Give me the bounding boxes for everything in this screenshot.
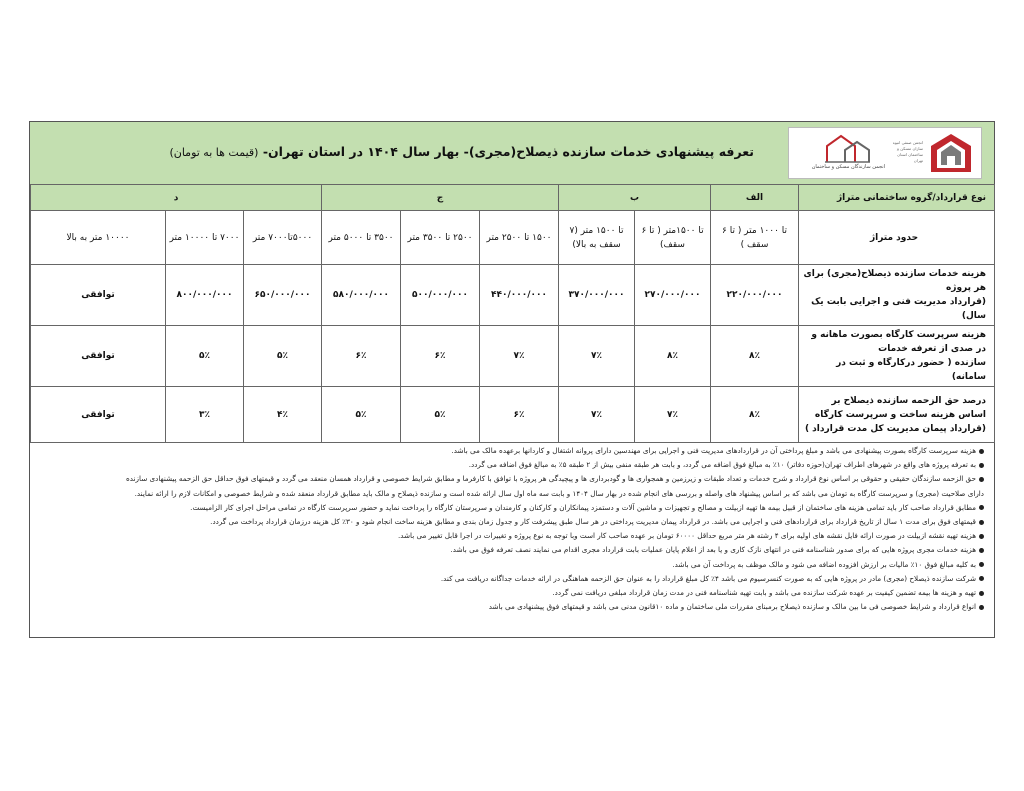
logo-caption: انجمن سازندگان مسکن و ساختمان <box>811 164 885 170</box>
note-item: دارای صلاحیت (مجری) و سرپرست کارگاه به تومان می باشد که بر اساس پیشنهاد های واصله و بررسی های انجام شده در بهار سال ۱۴۰۴ و بابت سه ماه اول سال ارائه شده است و سازنده ذیصلاح و مالک باید مطابق قرارداد منعقد شده و شرایط خصوصی و امکانات لازم را ارائه نمایند. <box>134 488 984 498</box>
note-item: حق الزحمه سازندگان حقیقی و حقوقی بر اساس نوع قرارداد و شرح خدمات و تعداد طبقات و زیرزمین و همجواری ها و گودبرداری ها و پیچیدگی هر پروژه با توافق با کارفرما و مطابق شرایط خصوصی و قرارداد همسان منعقد می گردد و قیمتهای فوق حداقل حق الزحمه پیشنهادی سازنده <box>44 472 984 486</box>
value-cell: ۷٪ <box>559 387 635 443</box>
row-label: هزینه سرپرست کارگاه بصورت ماهانه و در صدی از تعرفه خدمات سازنده ( حضور درکارگاه و ثبت در سامانه) <box>799 326 995 387</box>
value-cell: ۸۰۰/۰۰۰/۰۰۰ <box>166 265 244 326</box>
value-cell: ۷٪ <box>480 326 559 387</box>
title-unit: (قیمت ها به تومان) <box>169 146 259 159</box>
group-alef: الف <box>711 185 799 211</box>
range-cell: ۳۵۰۰ تا ۵۰۰۰ متر <box>322 211 401 265</box>
bullet-icon <box>979 562 984 567</box>
page-title <box>169 144 754 159</box>
value-cell: ۲۲۰/۰۰۰/۰۰۰ <box>711 265 799 326</box>
tariff-table <box>30 184 995 443</box>
note-item: تهیه و هزینه ها بیمه تضمین کیفیت بر عهده شرکت سازنده می باشد و بابت تهیه شناسنامه فنی در مدت زمان قرارداد مبلغی دریافت نمی گردد. <box>44 586 984 600</box>
group-header-label: نوع قرارداد/گروه ساختمانی متراژ <box>799 185 995 211</box>
house-emblem-icon <box>929 132 973 174</box>
value-cell: ۴۴۰/۰۰۰/۰۰۰ <box>480 265 559 326</box>
value-cell: ۵٪ <box>401 387 480 443</box>
value-cell: ۶٪ <box>322 326 401 387</box>
table-row <box>31 265 995 326</box>
note-item: شرکت سازنده ذیصلاح (مجری) مادر در پروژه هایی که به صورت کنسرسیوم می باشد ۴٪ کل مبلغ قرارداد را به عنوان حق الزحمه هماهنگی در ارائه خدمات جداگانه دریافت می کند. <box>44 572 984 586</box>
value-cell: ۵۰۰/۰۰۰/۰۰۰ <box>401 265 480 326</box>
title-main: تعرفه پیشنهادی خدمات سازنده ذیصلاح(مجری)- بهار سال ۱۴۰۴ در استان تهران- <box>262 144 754 159</box>
value-cell: ۵٪ <box>322 387 401 443</box>
value-cell: ۲۷۰/۰۰۰/۰۰۰ <box>635 265 711 326</box>
range-cell: ۷۰۰۰ تا ۱۰۰۰۰ متر <box>166 211 244 265</box>
tariff-document <box>29 121 995 638</box>
bullet-icon <box>979 477 984 482</box>
range-cell: ۲۵۰۰ تا ۳۵۰۰ متر <box>401 211 480 265</box>
value-cell: ۷٪ <box>559 326 635 387</box>
bullet-icon <box>979 463 984 468</box>
note-item: قیمتهای فوق برای مدت ۱ سال از تاریخ قرارداد برای قراردادهای فنی و اجرایی می باشد. در قرارداد پیمان مدیریت پرداختی در هر سال طبق پیشرفت کار و جدول زمان بندی و مطابق هزینه ساخت انجام شود و ۳۰٪ کل هزینه درزمان قرارداد پرداخت می گردد. <box>44 515 984 529</box>
value-cell: ۵٪ <box>244 326 322 387</box>
value-cell: ۶٪ <box>401 326 480 387</box>
range-cell: ۱۰۰۰۰ متر به بالا <box>31 211 166 265</box>
group-dal: د <box>31 185 322 211</box>
note-item: هزینه تهیه نقشه ازبیلت در صورت ارائه فایل نقشه های اولیه برای ۴ رشته هر متر مربع حداقل ۶۰۰۰۰ تومان بر عهده صاحب کار است وبا توجه به نوع پروژه و تغییرات در اجرا قابل تغییر می باشد. <box>44 529 984 543</box>
value-cell: ۷٪ <box>635 387 711 443</box>
value-cell: ۶۵۰/۰۰۰/۰۰۰ <box>244 265 322 326</box>
row-label: هزینه خدمات سازنده ذیصلاح(مجری) برای هر پروژه (قرارداد مدیریت فنی و اجرایی بابت یک سال) <box>799 265 995 326</box>
title-bar <box>30 122 994 185</box>
value-cell: توافقی <box>31 326 166 387</box>
range-label: حدود متراژ <box>799 211 995 265</box>
table-row <box>31 326 995 387</box>
note-item: هزینه سرپرست کارگاه بصورت پیشنهادی می باشد و مبلغ پرداختی آن در قراردادهای مدیریت فنی و اجرایی برای مهندسین دارای پروانه اشتغال و کاردانها برعهده مالک می باشد. <box>44 444 984 458</box>
house-outline-icon <box>823 132 871 164</box>
association-logo <box>788 127 982 179</box>
bullet-icon <box>979 576 984 581</box>
value-cell: ۵٪ <box>166 326 244 387</box>
range-row <box>31 211 995 265</box>
bullet-icon <box>979 505 984 510</box>
value-cell: ۴٪ <box>244 387 322 443</box>
value-cell: ۳٪ <box>166 387 244 443</box>
range-cell: تا ۱۰۰۰ متر ( تا ۶ سقف ) <box>711 211 799 265</box>
row-label: درصد حق الزحمه سازنده ذیصلاح بر اساس هزینه ساخت و سرپرست کارگاه (قرارداد پیمان مدیریت کل مدت قرارداد ) <box>799 387 995 443</box>
group-jim: ج <box>322 185 559 211</box>
note-item: هزینه خدمات مجری پروژه هایی که برای صدور شناسنامه فنی در انتهای نازک کاری و یا بعد از اعلام پایان عملیات بابت قرارداد مجری اقدام می نمایند نصف تعرفه فوق می باشد. <box>44 543 984 557</box>
bullet-icon <box>979 449 984 454</box>
value-cell: ۸٪ <box>711 326 799 387</box>
note-item: مطابق قرارداد صاحب کار باید تمامی هزینه های ساختمان از قبیل بیمه ها تهیه ازبیلت و مصالح و تجهیزات و ماشین آلات و دستمزد پیمانکاران و کارکنان و کارمندان و سرپرستان کارگاه را پرداخت نماید و حضور سرپرست کارگاه در تمامی مراحل اجرای کار الزامیست. <box>44 501 984 515</box>
range-cell: تا ۱۵۰۰ متر (۷ سقف به بالا) <box>559 211 635 265</box>
logo-side-text: انجمن صنفی انبوه سازان مسکن و ساختمان استان تهران <box>892 140 923 163</box>
group-be: ب <box>559 185 711 211</box>
value-cell: ۸٪ <box>635 326 711 387</box>
notes-section <box>30 426 994 637</box>
range-cell: ۱۵۰۰ تا ۲۵۰۰ متر <box>480 211 559 265</box>
value-cell: توافقی <box>31 387 166 443</box>
value-cell: توافقی <box>31 265 166 326</box>
value-cell: ۳۷۰/۰۰۰/۰۰۰ <box>559 265 635 326</box>
range-cell: تا ۱۵۰۰متر ( تا ۶ سقف) <box>635 211 711 265</box>
range-cell: ۵۰۰۰تا۷۰۰۰ متر <box>244 211 322 265</box>
bullet-icon <box>979 605 984 610</box>
value-cell: ۸٪ <box>711 387 799 443</box>
note-item: به تعرفه پروژه های واقع در شهرهای اطراف تهران(حوزه دفاتر) ۱۰٪ به مبالغ فوق اضافه می گردد، و بابت هر طبقه منفی بیش از ۲ طبقه ۵٪ به مبالغ فوق اضافه می گردد. <box>44 458 984 472</box>
bullet-icon <box>979 591 984 596</box>
note-item: به کلیه مبالغ فوق ۱۰٪ مالیات بر ارزش افزوده اضافه می شود و مالک موظف به پرداخت آن می باشد. <box>44 558 984 572</box>
bullet-icon <box>979 520 984 525</box>
bullet-icon <box>979 534 984 539</box>
value-cell: ۵۸۰/۰۰۰/۰۰۰ <box>322 265 401 326</box>
note-item: انواع قرارداد و شرایط خصوصی فی ما بین مالک و سازنده ذیصلاح برمبنای مقررات ملی ساختمان و ماده ۱۰قانون مدنی می باشد و قیمتهای فوق پیشنهادی می باشد <box>44 600 984 614</box>
group-header-row <box>31 185 995 211</box>
bullet-icon <box>979 548 984 553</box>
value-cell: ۶٪ <box>480 387 559 443</box>
